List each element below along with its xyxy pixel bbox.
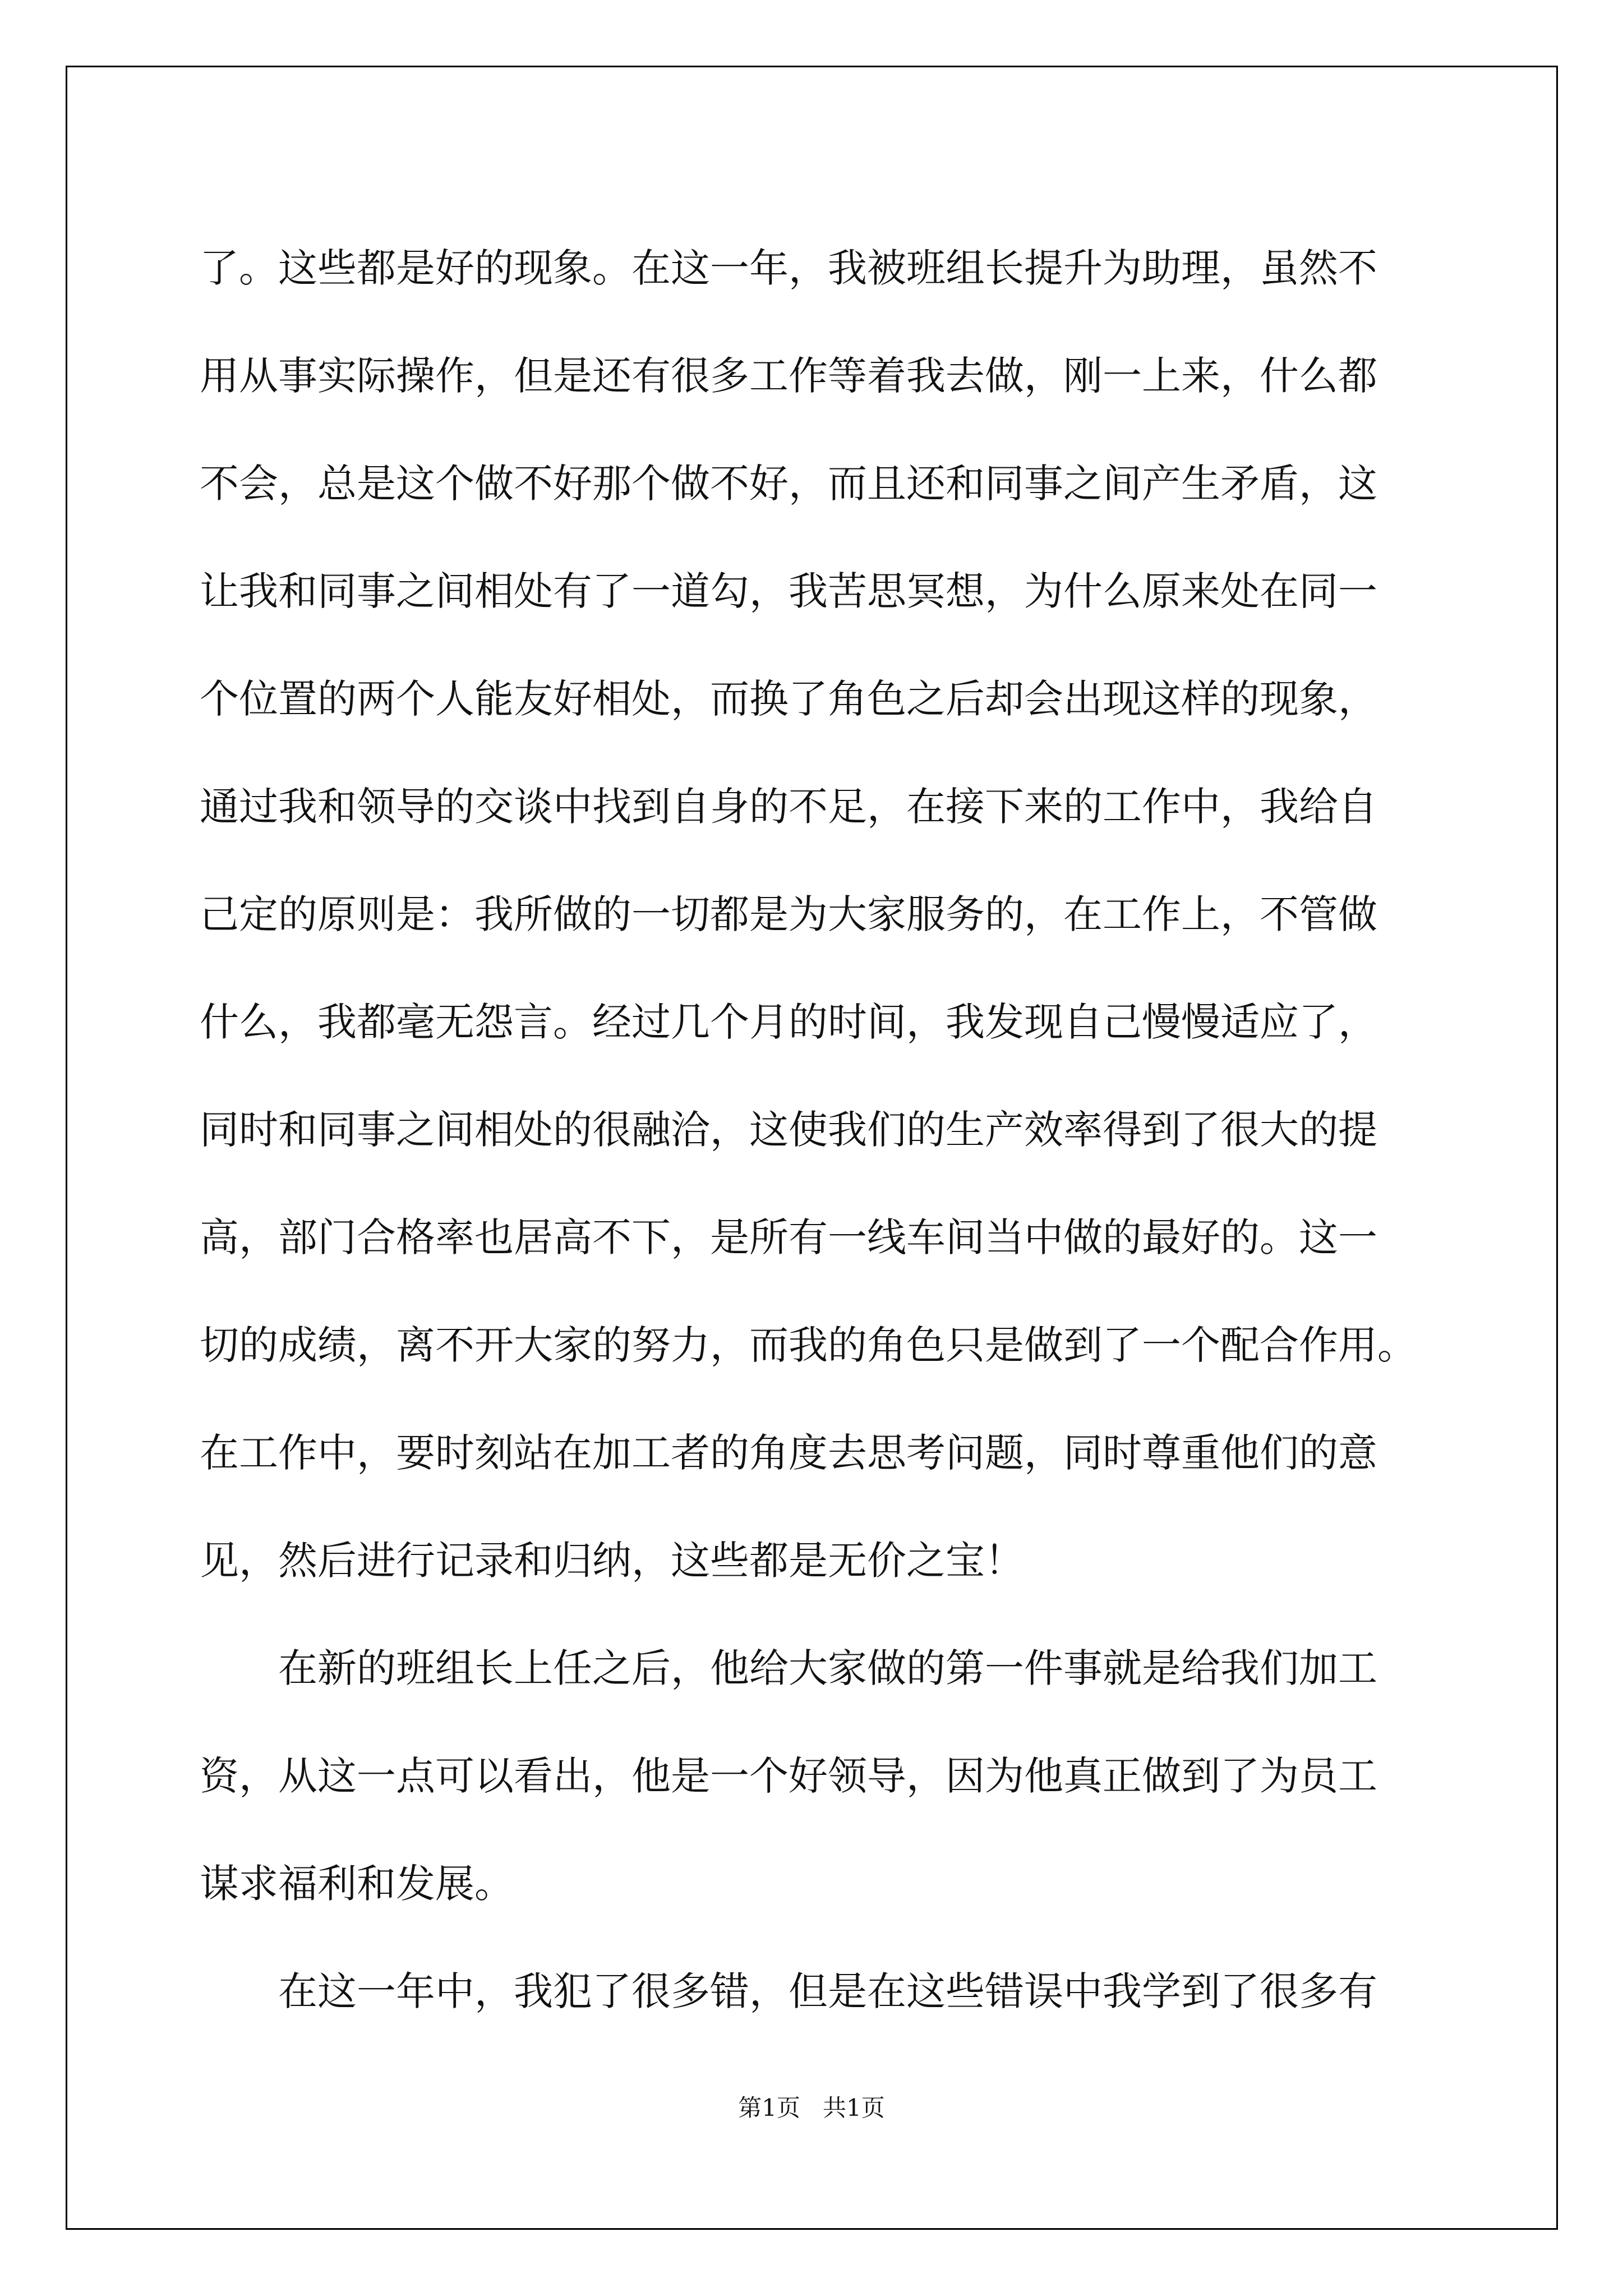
text-line: 切的成绩，离不开大家的努力，而我的角色只是做到了一个配合作用。 [200, 1322, 1417, 1368]
text-line: 通过我和领导的交谈中找到自身的不足，在接下来的工作中，我给自 [200, 784, 1377, 830]
text-line: 高，部门合格率也居高不下，是所有一线车间当中做的最好的。这一 [200, 1214, 1377, 1260]
text-line: 在工作中，要时刻站在加工者的角度去思考问题，同时尊重他们的意 [200, 1430, 1377, 1476]
text-line-paragraph-start: 在新的班组长上任之后，他给大家做的第一件事就是给我们加工 [278, 1645, 1377, 1691]
text-line: 资，从这一点可以看出，他是一个好领导，因为他真正做到了为员工 [200, 1753, 1377, 1799]
text-line: 同时和同事之间相处的很融洽，这使我们的生产效率得到了很大的提 [200, 1107, 1377, 1153]
text-line-paragraph-start: 在这一年中，我犯了很多错，但是在这些错误中我学到了很多有 [278, 1968, 1377, 2014]
text-line: 了。这些都是好的现象。在这一年，我被班组长提升为助理，虽然不 [200, 245, 1377, 291]
text-line: 见，然后进行记录和归纳，这些都是无价之宝！ [200, 1538, 1024, 1584]
text-line: 谋求福利和发展。 [200, 1861, 514, 1907]
document-body [200, 214, 1433, 2045]
text-line: 个位置的两个人能友好相处，而换了角色之后却会出现这样的现象， [200, 676, 1377, 722]
text-line: 让我和同事之间相处有了一道勾，我苦思冥想，为什么原来处在同一 [200, 568, 1377, 614]
text-line: 不会，总是这个做不好那个做不好，而且还和同事之间产生矛盾，这 [200, 461, 1377, 507]
text-line: 用从事实际操作，但是还有很多工作等着我去做，刚一上来，什么都 [200, 353, 1377, 399]
page-number-footer: 第1页 共1页 [738, 2094, 885, 2122]
text-line: 什么，我都毫无怨言。经过几个月的时间，我发现自己慢慢适应了， [200, 999, 1377, 1045]
text-line: 己定的原则是：我所做的一切都是为大家服务的，在工作上，不管做 [200, 891, 1377, 937]
